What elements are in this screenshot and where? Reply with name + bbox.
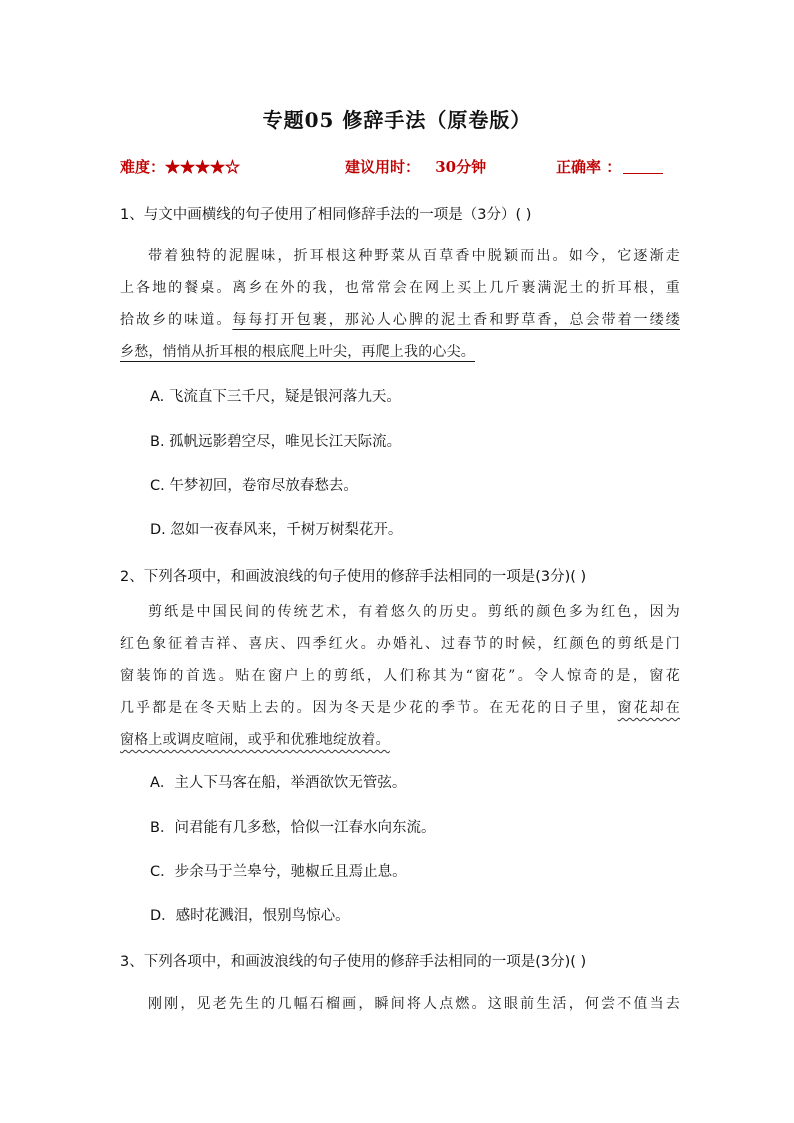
accuracy-field bbox=[556, 156, 663, 177]
page-title: 专题05 修辞手法（原卷版） bbox=[262, 108, 532, 132]
passage-line bbox=[120, 724, 680, 756]
question-1-option-c: C. 午梦初回，卷帘尽放春愁去。 bbox=[150, 478, 358, 494]
suggested-time-value: 30分钟 bbox=[435, 158, 487, 176]
passage-line bbox=[120, 692, 680, 724]
passage-line: 剪纸是中国民间的传统艺术，有着悠久的历史。剪纸的颜色多为红色，因为 bbox=[148, 604, 680, 620]
passage-line: 红色象征着吉祥、喜庆、四季红火。办婚礼、过春节的时候，红颜色的剪纸是门 bbox=[120, 636, 680, 652]
wavy-underlined-sentence: 窗格上或调皮喧闹，或乎和优雅地绽放着。 bbox=[120, 732, 390, 748]
passage-line: 上各地的餐桌。离乡在外的我，也常常会在网上买上几斤裹满泥土的折耳根，重 bbox=[120, 280, 680, 296]
passage-line: 窗装饰的首选。贴在窗户上的剪纸，人们称其为“窗花”。令人惊奇的是，窗花 bbox=[120, 668, 680, 684]
question-1-passage bbox=[120, 240, 680, 368]
passage-line: 刚刚，见老先生的几幅石榴画，瞬间将人点燃。这眼前生活，何尝不值当去 bbox=[148, 996, 680, 1012]
question-3-passage bbox=[120, 988, 680, 1020]
question-1-option-d: D. 忽如一夜春风来，千树万树梨花开。 bbox=[150, 522, 403, 538]
question-2-option-c: C．步余马于兰皋兮，驰椒丘且焉止息。 bbox=[150, 864, 407, 880]
passage-line bbox=[120, 336, 680, 368]
passage-text: 几乎都是在冬天贴上去的。因为冬天是少花的季节。在无花的日子里， bbox=[120, 700, 618, 716]
suggested-time-label: 建议用时： bbox=[345, 158, 421, 176]
question-1-stem: 1、与文中画横线的句子使用了相同修辞手法的一项是（3分）( ) bbox=[120, 207, 532, 223]
question-2-option-b: B．问君能有几多愁，恰似一江春水向东流。 bbox=[150, 820, 436, 836]
question-2-passage bbox=[120, 596, 680, 756]
passage-line bbox=[120, 304, 680, 336]
accuracy-label: 正确率 ： bbox=[556, 158, 622, 176]
question-2-option-d: D．感时花溅泪，恨别鸟惊心。 bbox=[150, 908, 350, 924]
difficulty-rating: 难度：★★★★☆ bbox=[120, 158, 241, 176]
question-1-option-b: B. 孤帆远影碧空尽，唯见长江天际流。 bbox=[150, 434, 402, 450]
accuracy-blank bbox=[623, 159, 663, 174]
underlined-sentence: 乡愁，悄悄从折耳根的根底爬上叶尖，再爬上我的心尖。 bbox=[120, 344, 475, 360]
passage-text: 拾故乡的味道。 bbox=[120, 312, 233, 328]
question-2-option-a: A．主人下马客在船，举酒欲饮无管弦。 bbox=[150, 775, 407, 791]
wavy-underlined-sentence: 窗花却在 bbox=[617, 700, 680, 716]
suggested-time bbox=[345, 156, 486, 177]
question-3-stem: 3、下列各项中，和画波浪线的句子使用的修辞手法相同的一项是(3分)( ) bbox=[120, 954, 587, 970]
question-2-stem: 2、下列各项中，和画波浪线的句子使用的修辞手法相同的一项是(3分)( ) bbox=[120, 569, 587, 585]
passage-line: 带着独特的泥腥味，折耳根这种野菜从百草香中脱颖而出。如今，它逐渐走 bbox=[148, 248, 680, 264]
underlined-sentence: 每每打开包裹，那沁人心脾的泥土香和野草香，总会带着一缕缕 bbox=[232, 312, 680, 328]
question-1-option-a: A. 飞流直下三千尺，疑是银河落九天。 bbox=[150, 389, 401, 405]
